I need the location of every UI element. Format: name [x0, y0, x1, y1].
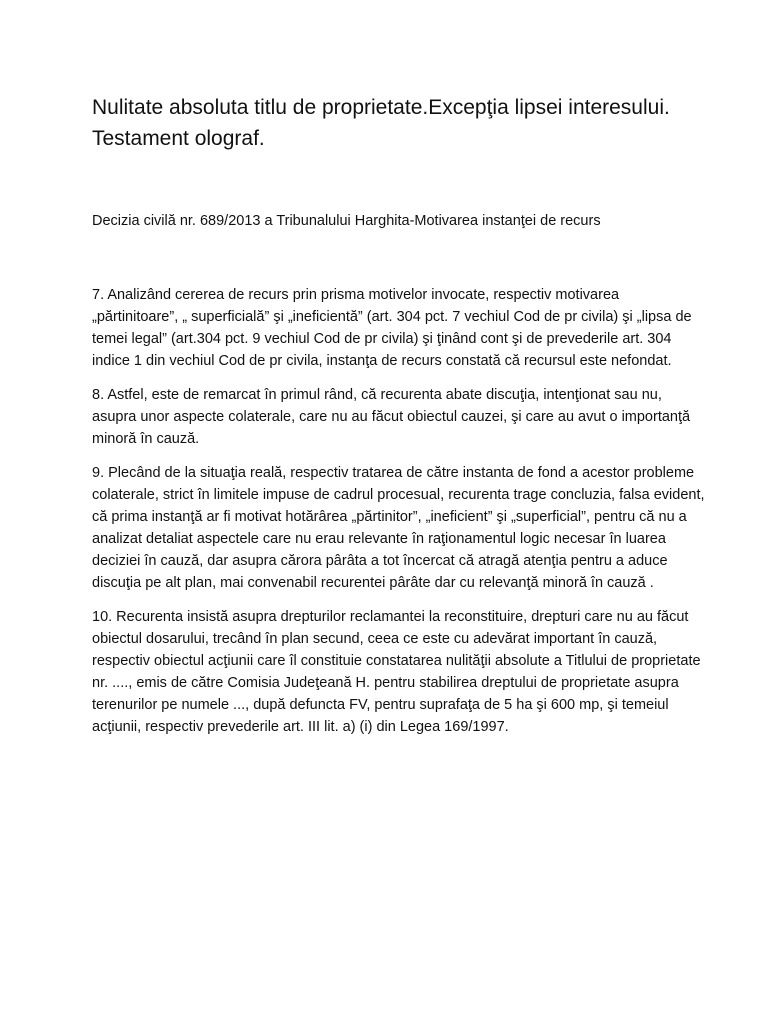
paragraph-9: 9. Plecând de la situaţia reală, respectiv tratarea de către instanta de fond a acestor probleme colaterale, strict în limitele impuse de cadrul procesual, recurenta trage concluzia, falsa evident, că prima instanţă ar fi motivat hotărârea „părtinitor”, „ineficient” şi „superficial”, pentru că nu a analizat detaliat aspectele care nu erau relevante în raţionamentul logic necesar în luarea deciziei în cauză, dar asupra cărora pârâta a tot încercat că atragă atenţia pentru a aduce discuţia pe alt plan, mai convenabil recurentei pârâte dar cu relevanţă minoră în cauză . [92, 465, 705, 591]
paragraph-8: 8. Astfel, este de remarcat în primul rând, că recurenta abate discuţia, intenţionat sau nu, asupra unor aspecte colaterale, care nu au făcut obiectul cauzei, şi care au avut o importanţă minoră în cauză. [92, 387, 691, 447]
paragraph-7: 7. Analizând cererea de recurs prin prisma motivelor invocate, respectiv motivarea „părtinitoare”, „ superficială” şi „ineficientă” (art. 304 pct. 7 vechiul Cod de pr civila) şi „lipsa de temei legal” (art.304 pct. 9 vechiul Cod de pr civila) şi ţinând cont şi de prevederile art. 304 indice 1 din vechiul Cod de pr civila, instanţa de recurs constată că recursul este nefondat. [92, 287, 692, 369]
paragraph-10: 10. Recurenta insistă asupra drepturilor reclamantei la reconstituire, drepturi care nu au făcut obiectul dosarului, trecând în plan secund, ceea ce este cu adevărat important în cauză, respectiv obiectul acţiunii care îl constituie constatarea nulităţii absolute a Titlului de proprietate nr. ...., emis de către Comisia Judeţeană H. pentru stabilirea dreptului de proprietate asupra terenurilor pe numele ..., după defuncta FV, pentru suprafaţa de 5 ha şi 600 mp, şi temeiul acţiunii, respectiv prevederile art. III lit. a) (i) din Legea 169/1997. [92, 609, 701, 735]
document-title: Nulitate absoluta titlu de proprietate.Excepţia lipsei interesului. Testament olograf. [92, 96, 670, 150]
document-subtitle: Decizia civilă nr. 689/2013 a Tribunalului Harghita-Motivarea instanţei de recurs [92, 213, 601, 229]
